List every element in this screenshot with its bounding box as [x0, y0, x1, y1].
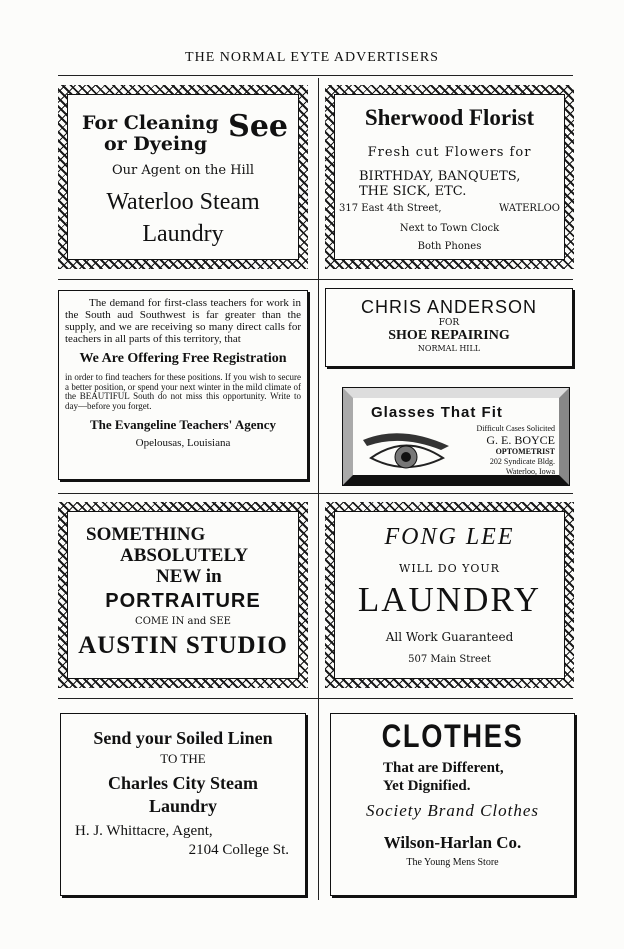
ad-line: LAUNDRY [357, 580, 542, 619]
ad-name: Laundry [142, 221, 224, 247]
ad-name: Laundry [148, 796, 218, 816]
ad-line: FOR [438, 318, 460, 328]
ad-brand: Society Brand Clothes [365, 801, 540, 820]
ad-clothes-wilson-harlan [330, 713, 575, 896]
ad-line: All Work Guaranteed [385, 630, 514, 644]
ad-name: G. E. BOYCE [486, 433, 555, 447]
ad-line: SOMETHING [86, 524, 206, 545]
row-rule [58, 493, 573, 494]
ad-name: Waterloo Steam [106, 189, 260, 215]
ad-line: or Dyeing [104, 133, 208, 155]
ad-line: THE SICK, ETC. [359, 184, 467, 199]
ad-name: AUSTIN STUDIO [78, 632, 288, 659]
ad-line: Send your Soiled Linen [93, 728, 273, 748]
ad-chris-anderson [325, 288, 573, 367]
ad-tagline: The Young Mens Store [406, 857, 499, 868]
row-rule [58, 279, 573, 280]
ad-line: Fresh cut Flowers for [367, 145, 532, 160]
eye-illustration-icon [361, 428, 451, 473]
ad-name: Charles City Steam [108, 773, 258, 793]
ad-line: NEW in [156, 566, 222, 587]
ad-address: 202 Syndicate Bldg. [489, 457, 555, 466]
ad-agent: H. J. Whittacre, Agent, [75, 823, 213, 839]
ad-line: For Cleaning [82, 112, 219, 134]
ad-line: Next to Town Clock [399, 223, 500, 234]
ad-fong-lee [325, 502, 574, 688]
ad-headline: CLOTHES [381, 718, 524, 754]
column-divider [318, 78, 319, 900]
ad-charles-city-steam-laundry [60, 713, 306, 896]
ad-austin-studio [58, 502, 308, 688]
ad-line: Difficult Cases Solicited [476, 424, 555, 433]
ad-name: FONG LEE [384, 524, 515, 550]
ad-name: Wilson-Harlan Co. [383, 833, 522, 852]
ad-line: Both Phones [417, 241, 482, 252]
ad-line: That are Different, [383, 760, 504, 776]
ad-line: Yet Dignified. [383, 778, 471, 794]
ad-title: OPTOMETRIST [495, 447, 555, 456]
ad-name: The Evangeline Teachers' Agency [90, 417, 276, 432]
ad-waterloo-steam-laundry [58, 85, 308, 269]
ad-line: TO THE [160, 751, 206, 766]
header-rule [58, 75, 573, 76]
row-rule [58, 698, 573, 699]
ad-address: 317 East 4th Street, [339, 203, 442, 214]
ad-city: Waterloo, Iowa [505, 467, 555, 476]
ad-name: Sherwood Florist [364, 105, 535, 130]
ad-city: WATERLOO [499, 203, 560, 214]
ad-location: NORMAL HILL [417, 344, 481, 353]
ad-address: 2104 College St. [188, 842, 289, 858]
ad-headline: We Are Offering Free Registration [79, 351, 287, 366]
ad-name: CHRIS ANDERSON [360, 297, 538, 317]
ad-paragraph: in order to find teachers for these positions. If you wish to secure a better position, or spend your next winter in the mild climate of the BEAUTIFUL South do not miss this opportunity. Write to day—before you forget. [65, 372, 301, 411]
ad-line: WILL DO YOUR [399, 562, 500, 575]
ad-line: PORTRAITURE [105, 590, 261, 612]
ad-evangeline-teachers-agency [58, 290, 308, 480]
ad-headline: Glasses That Fit [371, 404, 503, 421]
ad-agent: Our Agent on the Hill [111, 163, 255, 178]
ad-sherwood-florist [325, 85, 574, 269]
ad-glasses-that-fit [343, 388, 569, 485]
ad-address: 507 Main Street [408, 654, 491, 665]
ad-line: ABSOLUTELY [120, 545, 249, 566]
ad-line: COME IN and SEE [135, 616, 231, 627]
ad-service: SHOE REPAIRING [388, 328, 510, 343]
ad-see: See [228, 109, 288, 144]
ad-paragraph: The demand for first-class teachers for work in the South aud Southwest is far greater than the supply, and we are receiving so many direct calls for teachers in all parts of this territory, that [65, 297, 301, 345]
page-header: THE NORMAL EYTE ADVERTISERS [185, 50, 439, 65]
ad-location: Opelousas, Louisiana [135, 437, 231, 449]
ad-line: BIRTHDAY, BANQUETS, [359, 169, 521, 184]
